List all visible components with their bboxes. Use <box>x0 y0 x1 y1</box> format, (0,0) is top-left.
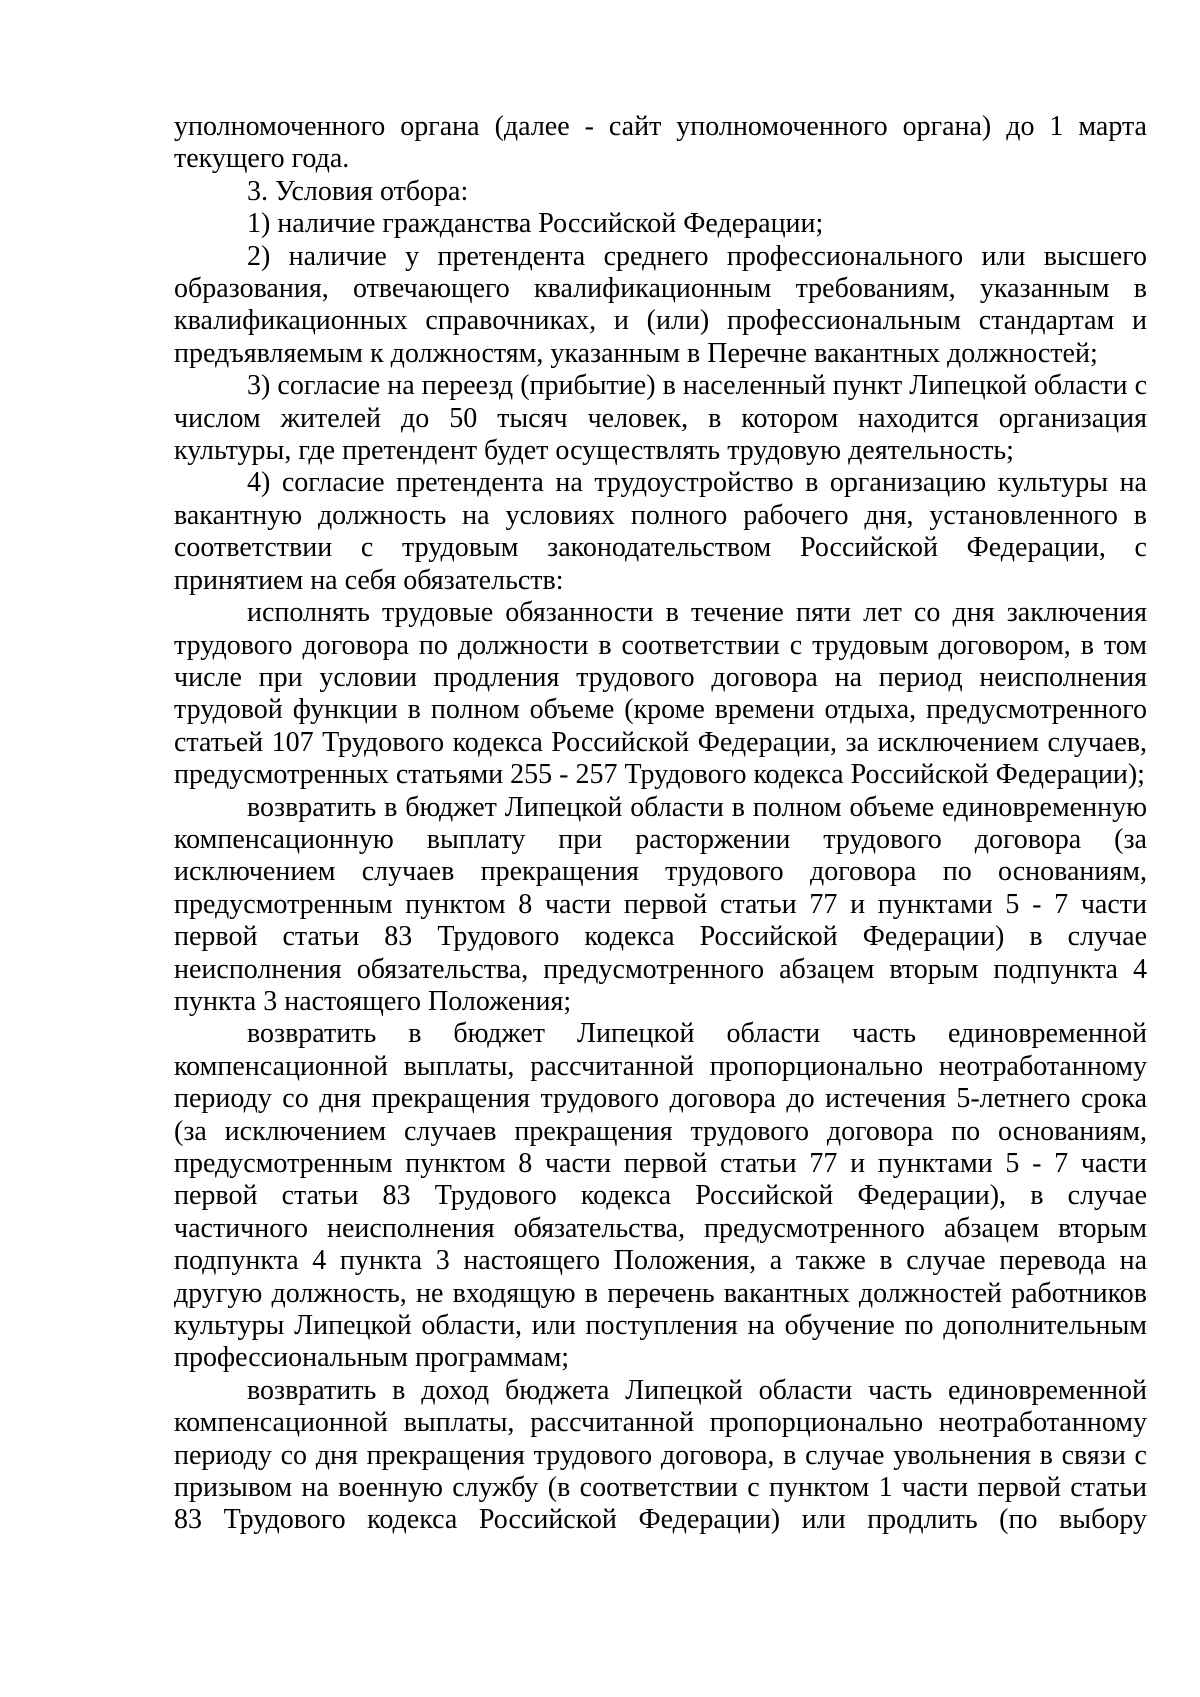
paragraph-site-deadline: уполномоченного органа (далее - сайт уполномоченного органа) до 1 марта текущего года. <box>174 111 1147 175</box>
paragraph-condition-education: 2) наличие у претендента среднего профессионального или высшего образования, отвечающего квалификационным требованиям, указанным в квалификационных справочниках, и (или) профессиональным стандартам и предъявляемым к должностям, указанным в Перечне вакантных должностей; <box>174 240 1147 369</box>
paragraph-obligation-full-refund: возвратить в бюджет Липецкой области в полном объеме единовременную компенсационную выплату при расторжении трудового договора (за исключением случаев прекращения трудового договора по основаниям, предусмотренным пунктом 8 части первой статьи 77 и пунктами 5 - 7 части первой статьи 83 Трудового кодекса Российской Федерации) в случае неисполнения обязательства, предусмотренного абзацем вторым подпункта 4 пункта 3 настоящего Положения; <box>174 791 1147 1017</box>
paragraph-obligation-partial-refund: возвратить в бюджет Липецкой области часть единовременной компенсационной выплаты, рассчитанной пропорционально неотработанному периоду со дня прекращения трудового договора до истечения 5-летнего срока (за исключением случаев прекращения трудового договора по основаниям, предусмотренным пунктом 8 части первой статьи 77 и пунктами 5 - 7 части первой статьи 83 Трудового кодекса Российской Федерации), в случае частичного неисполнения обязательства, предусмотренного абзацем вторым подпункта 4 пункта 3 настоящего Положения, а также в случае перевода на другую должность, не входящую в перечень вакантных должностей работников культуры Липецкой области, или поступления на обучение по дополнительным профессиональным программам; <box>174 1018 1147 1374</box>
paragraph-obligation-five-years: исполнять трудовые обязанности в течение пяти лет со дня заключения трудового договора по должности в соответствии с трудовым договором, в том числе при условии продления трудового договора на период неисполнения трудовой функции в полном объеме (кроме времени отдыха, предусмотренного статьей 107 Трудового кодекса Российской Федерации, за исключением случаев, предусмотренных статьями 255 - 257 Трудового кодекса Российской Федерации); <box>174 597 1147 791</box>
paragraph-condition-employment: 4) согласие претендента на трудоустройство в организацию культуры на вакантную должность на условиях полного рабочего дня, установленного в соответствии с трудовым законодательством Российской Федерации, с принятием на себя обязательств: <box>174 467 1147 596</box>
paragraph-condition-relocation: 3) согласие на переезд (прибытие) в населенный пункт Липецкой области с числом жителей до 50 тысяч человек, в котором находится организация культуры, где претендент будет осуществлять трудовую деятельность; <box>174 370 1147 467</box>
paragraph-obligation-military-service: возвратить в доход бюджета Липецкой области часть единовременной компенсационной выплаты, рассчитанной пропорционально неотработанному периоду со дня прекращения трудового договора, в случае увольнения в связи с призывом на военную службу (в соответствии с пунктом 1 части первой статьи 83 Трудового кодекса Российской Федерации) или продлить (по выбору <box>174 1374 1147 1536</box>
document-body <box>174 111 1147 1537</box>
paragraph-condition-citizenship: 1) наличие гражданства Российской Федерации; <box>247 208 824 240</box>
paragraph-selection-conditions-heading: 3. Условия отбора: <box>247 175 469 207</box>
